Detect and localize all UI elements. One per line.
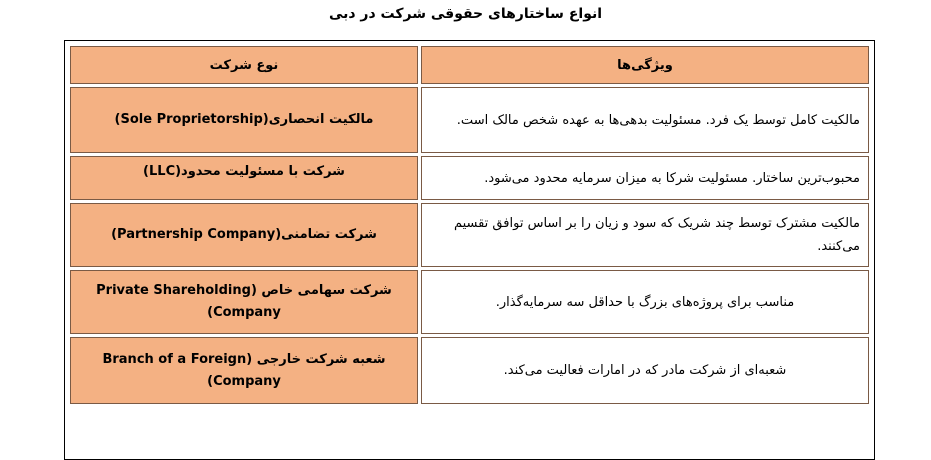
table-row bbox=[70, 337, 869, 404]
company-type-cell: شرکت سهامی خاص (Private Shareholding Company) bbox=[70, 270, 418, 334]
table-row bbox=[70, 156, 869, 200]
table-row bbox=[70, 87, 869, 153]
features-cell: مناسب برای پروژه‌های بزرگ با حداقل سه سرمایه‌گذار. bbox=[421, 270, 869, 334]
company-type-cell: مالکیت انحصاری(Sole Proprietorship) bbox=[70, 87, 418, 153]
table-row bbox=[70, 203, 869, 267]
features-cell: مالکیت کامل توسط یک فرد. مسئولیت بدهی‌ها به عهده شخص مالک است. bbox=[421, 87, 869, 153]
company-type-cell: شرکت با مسئولیت محدود(LLC) bbox=[70, 156, 418, 200]
features-cell: مالکیت مشترک توسط چند شریک که سود و زیان را بر اساس توافق تقسیم می‌کنند. bbox=[421, 203, 869, 267]
company-type-cell: شرکت تضامنی(Partnership Company) bbox=[70, 203, 418, 267]
company-types-table bbox=[67, 43, 872, 407]
features-cell: محبوب‌ترین ساختار. مسئولیت شرکا به میزان سرمایه محدود می‌شود. bbox=[421, 156, 869, 200]
table-row bbox=[70, 270, 869, 334]
table-header-row bbox=[70, 46, 869, 84]
header-company-type: نوع شرکت bbox=[70, 46, 418, 84]
company-type-cell: شعبه شرکت خارجی (Branch of a Foreign Company) bbox=[70, 337, 418, 404]
page-title: انواع ساختارهای حقوقی شرکت در دبی bbox=[328, 6, 603, 22]
header-features: ویژگی‌ها bbox=[421, 46, 869, 84]
features-cell: شعبه‌ای از شرکت مادر که در امارات فعالیت می‌کند. bbox=[421, 337, 869, 404]
